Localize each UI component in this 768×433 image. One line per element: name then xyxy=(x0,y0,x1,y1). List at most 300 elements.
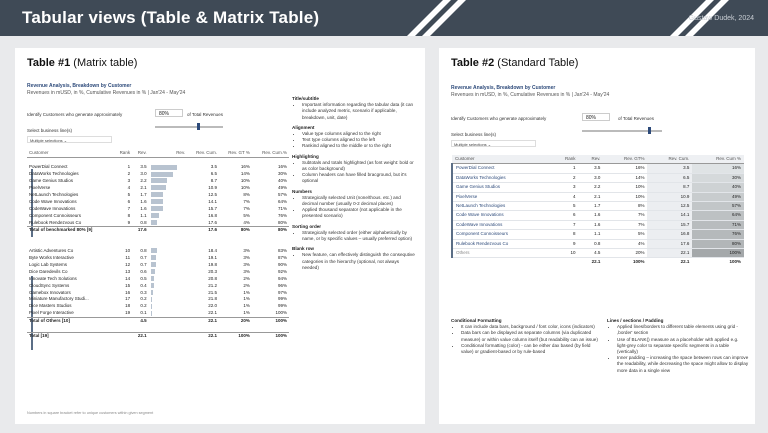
revenue-bar xyxy=(151,248,157,253)
rank-cell: 3 xyxy=(551,183,579,192)
notes-item: • Applied thousand separator (not applicable in the presented scenario) xyxy=(302,207,416,219)
table-row xyxy=(27,220,289,227)
cumulative-percent-cell: 16% xyxy=(277,164,287,170)
table-subtitle-detail: Revenues in mUSD, in %, Cumulative Revenues in % | Jan'24 - May'24 xyxy=(451,92,610,98)
rank-cell: 14 xyxy=(125,275,131,281)
revenue-bar xyxy=(151,213,159,218)
gt-percent-cell: 3% xyxy=(243,248,250,254)
customer-cell: Others xyxy=(452,249,551,258)
customer-cell: Total of Others [10] xyxy=(27,318,113,325)
revenue-cell: 2.1 xyxy=(578,192,603,201)
matrix-table-panel xyxy=(15,48,425,424)
customer-cell: Dice Daredevils Co xyxy=(29,268,68,274)
table-row xyxy=(27,303,289,310)
customer-cell: Code Wave Innovations xyxy=(452,211,551,220)
gt-percent-cell: 7% xyxy=(243,198,250,204)
revenue-bar-cell xyxy=(149,192,187,199)
cumulative-percent-cell: 76% xyxy=(277,212,287,218)
notes-list xyxy=(298,160,416,185)
notes-item: • Inner padding – increasing the space between rows can improve the readability, while decreasing the space might allow to display more data in a single view xyxy=(617,355,749,374)
revenue-bar-cell xyxy=(149,269,187,276)
rank-cell: 5 xyxy=(551,202,579,211)
notes-item: • Text type columns aligned to the left xyxy=(302,137,416,143)
panel-title: Table #1 (Matrix table) xyxy=(27,57,138,69)
revenue-bar-cell xyxy=(149,318,187,325)
customer-cell: Rulebook Rendezvous Co xyxy=(452,239,551,248)
select-label: Select business line(s) xyxy=(27,128,73,133)
notes-item: • Subtotals and totals highlighted (as font weight: bold or as color background) xyxy=(302,160,416,172)
notes-item: • Applied lines/borders to different table elements using grid - ,border' section xyxy=(617,324,749,336)
total-cell: 100% xyxy=(603,258,647,267)
cumulative-cell: 22.1 xyxy=(647,249,692,258)
cumulative-cell: 3.5 xyxy=(647,164,692,173)
cumulative-cell: 3.5 xyxy=(210,164,218,170)
table-row xyxy=(452,249,744,258)
cumulative-percent-cell: 83% xyxy=(277,248,287,254)
cumulative-cell: 16.8 xyxy=(647,230,692,239)
standard-table-panel xyxy=(439,48,755,424)
customer-cell: Total [19] xyxy=(27,332,113,339)
customer-cell: Innovate Tech Solutions xyxy=(29,275,77,281)
column-header[interactable]: Rev. xyxy=(578,155,603,164)
rank-cell: 6 xyxy=(551,211,579,220)
customer-cell: Artistic Adventures Co xyxy=(29,248,74,254)
blank-row xyxy=(27,325,289,332)
cumulative-percent-cell: 92% xyxy=(277,268,287,274)
gt-percent-cell: 16% xyxy=(240,164,250,170)
rank-cell: 10 xyxy=(551,249,579,258)
gt-percent-cell: 16% xyxy=(603,164,647,173)
cumulative-cell: 20.8 xyxy=(208,275,218,281)
revenue-bar-cell xyxy=(149,171,187,178)
customer-cell: CodeWave Innovations xyxy=(452,220,551,229)
cumulative-percent-cell: 71% xyxy=(277,205,287,211)
notes-heading: Sorting order xyxy=(292,223,322,229)
table-row xyxy=(27,269,289,276)
rank-cell: 3 xyxy=(127,178,131,184)
gt-percent-cell: 7% xyxy=(603,220,647,229)
customer-cell: Game Genius Studios xyxy=(29,178,74,184)
table-row xyxy=(27,171,289,178)
revenue-bar-cell xyxy=(149,276,187,283)
notes-heading: Highlighting xyxy=(292,153,319,159)
table-row xyxy=(27,255,289,262)
table-row xyxy=(27,310,289,317)
revenue-bar xyxy=(151,304,152,309)
revenue-bar xyxy=(151,199,163,204)
column-header[interactable]: Rev. Cum. xyxy=(647,155,692,164)
customer-cell: Code Wave Innovations xyxy=(29,198,77,204)
gt-percent-cell: 2% xyxy=(243,275,250,281)
customer-cell: Component Connoisseurs xyxy=(452,230,551,239)
cumulative-percent-cell: 30% xyxy=(277,171,287,177)
cumulative-percent-cell: 57% xyxy=(692,202,744,211)
lines-padding-notes xyxy=(607,314,749,374)
matrix-table xyxy=(27,150,289,339)
revenue-bar xyxy=(151,172,173,177)
rank-cell: 10 xyxy=(125,248,131,254)
gt-percent-cell: 10% xyxy=(603,183,647,192)
rank-cell: 2 xyxy=(551,173,579,182)
percent-slider[interactable] xyxy=(155,126,223,128)
customer-cell: Component Connoisseurs xyxy=(29,212,82,218)
cumulative-cell: 17.6 xyxy=(187,227,219,234)
revenue-cell: 1.1 xyxy=(578,230,603,239)
table-row xyxy=(27,283,289,290)
blank-row xyxy=(27,241,289,248)
notes-item: • Strategically selected order (either alphabetically by name, or by specific values – usually preferred option) xyxy=(302,230,416,242)
revenue-cell: 17.6 xyxy=(132,227,149,234)
table-row xyxy=(27,248,289,255)
revenue-cell: 0.8 xyxy=(140,219,147,225)
revenue-cell: 1.1 xyxy=(140,212,147,218)
revenue-cell: 1.6 xyxy=(140,198,147,204)
notes-list xyxy=(298,230,416,242)
table-row xyxy=(452,173,744,182)
rank-cell: 15 xyxy=(125,282,131,288)
table-row xyxy=(452,220,744,229)
gt-percent-cell: 7% xyxy=(603,211,647,220)
column-header[interactable]: Rev. xyxy=(149,150,187,157)
rank-cell: 18 xyxy=(125,303,131,309)
gt-percent-cell: 4% xyxy=(243,219,250,225)
notes-list xyxy=(298,102,416,121)
identify-label: Identify Customers who generate approximately xyxy=(451,116,547,121)
cumulative-percent-cell: 40% xyxy=(277,178,287,184)
author-label: Gustaw Dudek, 2024 xyxy=(688,15,754,22)
revenue-bar xyxy=(151,283,154,288)
customer-cell: DataWorks Technologies xyxy=(29,171,79,177)
notes-item: • Conditional formatting (color) - can be either dax based (by field value) or gradient-based or by rule-based xyxy=(461,343,599,355)
business-line-dropdown[interactable]: Multiple selections ⌄ xyxy=(27,136,112,143)
revenue-bar-cell xyxy=(149,310,187,317)
table-row xyxy=(27,332,289,339)
cumulative-cell: 22.1 xyxy=(187,332,219,339)
percent-input[interactable]: 80% xyxy=(155,109,183,117)
revenue-cell: 0.8 xyxy=(140,248,147,254)
revenue-bar-cell xyxy=(149,199,187,206)
gt-percent-cell: 20% xyxy=(219,318,252,325)
table-subtitle: Revenue Analysis, Breakdown by Customer xyxy=(451,85,556,91)
notes-item: • Rankind aligned to the middle or to the right xyxy=(302,143,416,149)
notes-column xyxy=(292,92,416,271)
revenue-bar xyxy=(151,165,177,170)
column-header[interactable]: Customer xyxy=(27,150,113,157)
revenue-cell: 4.5 xyxy=(132,318,149,325)
notes-item: • It can include data bars, background / font color, icons (indicators) xyxy=(461,324,599,330)
cumulative-percent-cell: 97% xyxy=(277,289,287,295)
revenue-cell: 2.2 xyxy=(140,178,147,184)
rank-cell: 16 xyxy=(125,289,131,295)
revenue-cell: 0.7 xyxy=(140,261,147,267)
rank-cell: 7 xyxy=(127,205,131,211)
table-row xyxy=(27,318,289,325)
notes-heading: Alignment xyxy=(292,124,315,130)
notes-item: • New feature, can effectively distinguish the consequtive categories in the hierarchy (optional, not always needed) xyxy=(302,252,416,271)
blank-row xyxy=(27,157,289,164)
revenue-bar xyxy=(151,269,155,274)
gt-percent-cell: 4% xyxy=(603,239,647,248)
footnote: Numbers in square bracket refer to unique customers within given segment xyxy=(27,411,154,415)
cumulative-cell: 12.5 xyxy=(647,202,692,211)
table-row xyxy=(452,239,744,248)
cumulative-percent-cell: 80% xyxy=(692,239,744,248)
revenue-bar-cell xyxy=(149,213,187,220)
gt-percent-cell: 80% xyxy=(219,227,252,234)
business-line-dropdown[interactable]: Multiple selections ⌄ xyxy=(451,140,536,147)
revenue-bar-cell xyxy=(149,303,187,310)
cumulative-cell: 19.8 xyxy=(208,261,218,267)
revenue-bar xyxy=(151,297,152,302)
revenue-cell: 1.6 xyxy=(578,220,603,229)
total-cell xyxy=(551,258,579,267)
cumulative-cell: 14.1 xyxy=(647,211,692,220)
revenue-bar-cell xyxy=(149,206,187,213)
revenue-bar-cell xyxy=(149,248,187,255)
table-row xyxy=(27,185,289,192)
column-header[interactable]: Rev. GT % xyxy=(219,150,252,157)
revenue-cell: 0.1 xyxy=(140,310,147,316)
column-header[interactable]: Rank xyxy=(113,150,132,157)
cumulative-percent-cell: 90% xyxy=(277,261,287,267)
page-title: Tabular views (Table & Matrix Table) xyxy=(22,8,320,27)
customer-cell: Gamebox Innovators xyxy=(29,289,71,295)
revenue-cell: 1.7 xyxy=(140,191,147,197)
cumulative-cell: 15.7 xyxy=(208,205,218,211)
gt-percent-cell: 10% xyxy=(240,185,250,191)
gt-percent-cell: 14% xyxy=(240,171,250,177)
table-row xyxy=(452,192,744,201)
revenue-bar xyxy=(151,178,167,183)
cumulative-percent-cell: 100% xyxy=(275,310,287,316)
revenue-cell: 0.2 xyxy=(140,303,147,309)
cumulative-percent-cell: 100% xyxy=(692,249,744,258)
rank-cell: 7 xyxy=(551,220,579,229)
gt-percent-cell: 1% xyxy=(243,310,250,316)
customer-cell: Rulebook Rendezvous Co xyxy=(29,219,82,225)
revenue-bar xyxy=(151,192,164,197)
customer-cell: PowerDial Connect xyxy=(29,164,68,170)
notes-heading: Lines / sections / Padding xyxy=(607,318,664,323)
cumulative-cell: 6.5 xyxy=(210,171,218,177)
cumulative-percent-cell: 64% xyxy=(277,198,287,204)
revenue-bar xyxy=(151,185,167,190)
notes-list xyxy=(298,131,416,150)
gt-percent-cell: 3% xyxy=(243,261,250,267)
revenue-cell: 3.0 xyxy=(140,171,147,177)
revenue-bar xyxy=(151,276,155,281)
total-cell: 100% xyxy=(692,258,744,267)
gt-percent-cell: 3% xyxy=(243,268,250,274)
revenue-bar-cell xyxy=(149,164,187,171)
gt-percent-cell: 20% xyxy=(603,249,647,258)
gt-percent-cell: 7% xyxy=(243,205,250,211)
rank-cell: 19 xyxy=(125,310,131,316)
cumulative-percent-cell: 57% xyxy=(277,191,287,197)
percent-suffix: of Total Revenues xyxy=(187,112,223,117)
column-header[interactable]: Rev. GT% xyxy=(603,155,647,164)
revenue-bar xyxy=(151,311,152,316)
identify-label: Identify Customers who generate approximately xyxy=(27,112,123,117)
total-cell: 22.1 xyxy=(647,258,692,267)
column-header[interactable]: Rev. xyxy=(132,150,149,157)
column-header[interactable]: Rank xyxy=(551,155,579,164)
cumulative-cell: 8.7 xyxy=(210,178,218,184)
revenue-cell: 1.7 xyxy=(578,202,603,211)
cumulative-percent-cell: 71% xyxy=(692,220,744,229)
cumulative-percent-cell: 94% xyxy=(277,275,287,281)
revenue-bar-cell xyxy=(149,296,187,303)
notes-item: • Use of BLANK() measure as a placeholder with applied e.g. light-grey color to separate specific segments in a table (vertically) xyxy=(617,337,749,356)
table-row xyxy=(452,164,744,173)
cumulative-cell: 15.7 xyxy=(647,220,692,229)
cumulative-cell: 16.8 xyxy=(208,212,218,218)
revenue-cell: 3.0 xyxy=(578,173,603,182)
blank-row xyxy=(27,234,289,241)
gt-percent-cell: 8% xyxy=(243,191,250,197)
cumulative-cell: 8.7 xyxy=(647,183,692,192)
table-row xyxy=(27,276,289,283)
rank-cell: 4 xyxy=(127,185,131,191)
select-label: Select business line(s) xyxy=(451,132,497,137)
notes-item: • Important information regarding the tabular data (it can include analyzed metric, scenario if applicable, breakdown, unit, date) xyxy=(302,102,416,121)
rank-cell: 13 xyxy=(125,268,131,274)
cumulative-cell: 10.9 xyxy=(208,185,218,191)
revenue-bar-cell xyxy=(149,332,187,339)
percent-suffix: of Total Revenues xyxy=(618,116,654,121)
revenue-bar xyxy=(151,206,163,211)
revenue-cell: 0.3 xyxy=(140,289,147,295)
revenue-bar xyxy=(151,255,156,260)
percent-input[interactable]: 80% xyxy=(582,113,610,121)
cumulative-percent-cell: 49% xyxy=(277,185,287,191)
column-header[interactable]: Rev. Cum. xyxy=(187,150,219,157)
table-row xyxy=(452,183,744,192)
panel-title: Table #2 (Standard Table) xyxy=(451,57,579,69)
notes-item: • Strategically selected Unit (none/thous. etc.) and decimal number (usually 0-2 decimal places) xyxy=(302,195,416,207)
total-row xyxy=(452,258,744,267)
slider-handle[interactable] xyxy=(197,123,200,130)
customer-cell: NetLaunch Technologies xyxy=(29,191,79,197)
rank-cell: 1 xyxy=(551,164,579,173)
revenue-cell: 0.4 xyxy=(140,282,147,288)
rank-cell xyxy=(113,318,132,325)
column-header[interactable]: Customer xyxy=(452,155,551,164)
cumulative-cell: 19.1 xyxy=(208,255,218,261)
table-row xyxy=(452,230,744,239)
notes-heading: Numbers xyxy=(292,188,312,194)
total-cell: 22.1 xyxy=(578,258,603,267)
revenue-bar xyxy=(151,220,157,225)
table-row xyxy=(452,211,744,220)
revenue-bar xyxy=(151,290,153,295)
cumulative-cell: 21.8 xyxy=(208,296,218,302)
rank-cell: 6 xyxy=(127,198,131,204)
column-header[interactable]: Rev. Cum % xyxy=(692,155,744,164)
rank-cell: 12 xyxy=(125,261,131,267)
rank-cell: 1 xyxy=(127,164,131,170)
header-bar xyxy=(0,0,768,36)
customer-cell: Pixel Forge Interactive xyxy=(29,310,74,316)
cumulative-percent-cell: 76% xyxy=(692,230,744,239)
cumulative-cell: 17.6 xyxy=(647,239,692,248)
cumulative-percent-cell: 100% xyxy=(252,332,289,339)
gt-percent-cell: 100% xyxy=(219,332,252,339)
cumulative-percent-cell: 40% xyxy=(692,183,744,192)
rank-cell xyxy=(113,227,132,234)
rank-cell: 17 xyxy=(125,296,131,302)
notes-item: • Value type columns aligned to the right xyxy=(302,131,416,137)
cumulative-cell: 22.1 xyxy=(187,318,219,325)
column-header[interactable]: Rev. Cum.% xyxy=(252,150,289,157)
rank-cell: 2 xyxy=(127,171,131,177)
gt-percent-cell: 5% xyxy=(603,230,647,239)
revenue-cell: 2.2 xyxy=(578,183,603,192)
revenue-cell: 4.5 xyxy=(578,249,603,258)
revenue-cell: 1.6 xyxy=(140,205,147,211)
cumulative-cell: 12.5 xyxy=(208,191,218,197)
table-row xyxy=(452,202,744,211)
rank-cell: 8 xyxy=(127,212,131,218)
customer-cell: NetLaunch Technologies xyxy=(452,202,551,211)
cumulative-cell: 21.5 xyxy=(208,289,218,295)
revenue-cell: 0.8 xyxy=(578,239,603,248)
cumulative-cell: 17.6 xyxy=(208,219,218,225)
table-row xyxy=(27,296,289,303)
slider-handle[interactable] xyxy=(648,127,651,134)
total-cell xyxy=(452,258,551,267)
customer-cell: PowerDial Connect xyxy=(452,164,551,173)
revenue-bar xyxy=(151,262,156,267)
customer-cell: PixelVerse xyxy=(452,192,551,201)
revenue-cell: 0.5 xyxy=(140,275,147,281)
notes-heading: Title/subtitle xyxy=(292,96,319,101)
notes-list xyxy=(298,195,416,220)
rank-cell: 11 xyxy=(125,255,131,261)
revenue-cell: 0.2 xyxy=(140,296,147,302)
cumulative-percent-cell: 64% xyxy=(692,211,744,220)
revenue-cell: 3.5 xyxy=(578,164,603,173)
cumulative-percent-cell: 16% xyxy=(692,164,744,173)
cumulative-percent-cell: 100% xyxy=(252,318,289,325)
rank-cell: 5 xyxy=(127,191,131,197)
customer-cell: Logic Lab Systems xyxy=(29,261,68,267)
revenue-cell: 2.1 xyxy=(140,185,147,191)
gt-percent-cell: 2% xyxy=(243,282,250,288)
customer-cell: Total of benchmarked 80% [9] xyxy=(27,227,113,234)
notes-heading: Blank row xyxy=(292,246,314,252)
rank-cell: 8 xyxy=(551,230,579,239)
cumulative-cell: 18.4 xyxy=(208,248,218,254)
gt-percent-cell: 1% xyxy=(243,303,250,309)
cumulative-percent-cell: 99% xyxy=(277,303,287,309)
cumulative-percent-cell: 30% xyxy=(692,173,744,182)
revenue-cell: 0.7 xyxy=(140,255,147,261)
cumulative-cell: 20.3 xyxy=(208,268,218,274)
table-row xyxy=(27,206,289,213)
table-row xyxy=(27,164,289,171)
customer-cell: Miniature Manufactory Studi... xyxy=(29,296,89,302)
gt-percent-cell: 14% xyxy=(603,173,647,182)
customer-cell: DataWorks Technologies xyxy=(452,173,551,182)
rank-cell: 4 xyxy=(551,192,579,201)
table-subtitle-detail: Revenues in mUSD, in %, Cumulative Revenues in % | Jan'24 - May'24 xyxy=(27,90,186,96)
gt-percent-cell: 1% xyxy=(243,289,250,295)
customer-cell: Byte Works Interactive xyxy=(29,255,74,261)
conditional-formatting-notes xyxy=(451,314,599,355)
customer-cell: CodeWave Innovations xyxy=(29,205,76,211)
customer-cell: CloudSync Systems xyxy=(29,282,70,288)
